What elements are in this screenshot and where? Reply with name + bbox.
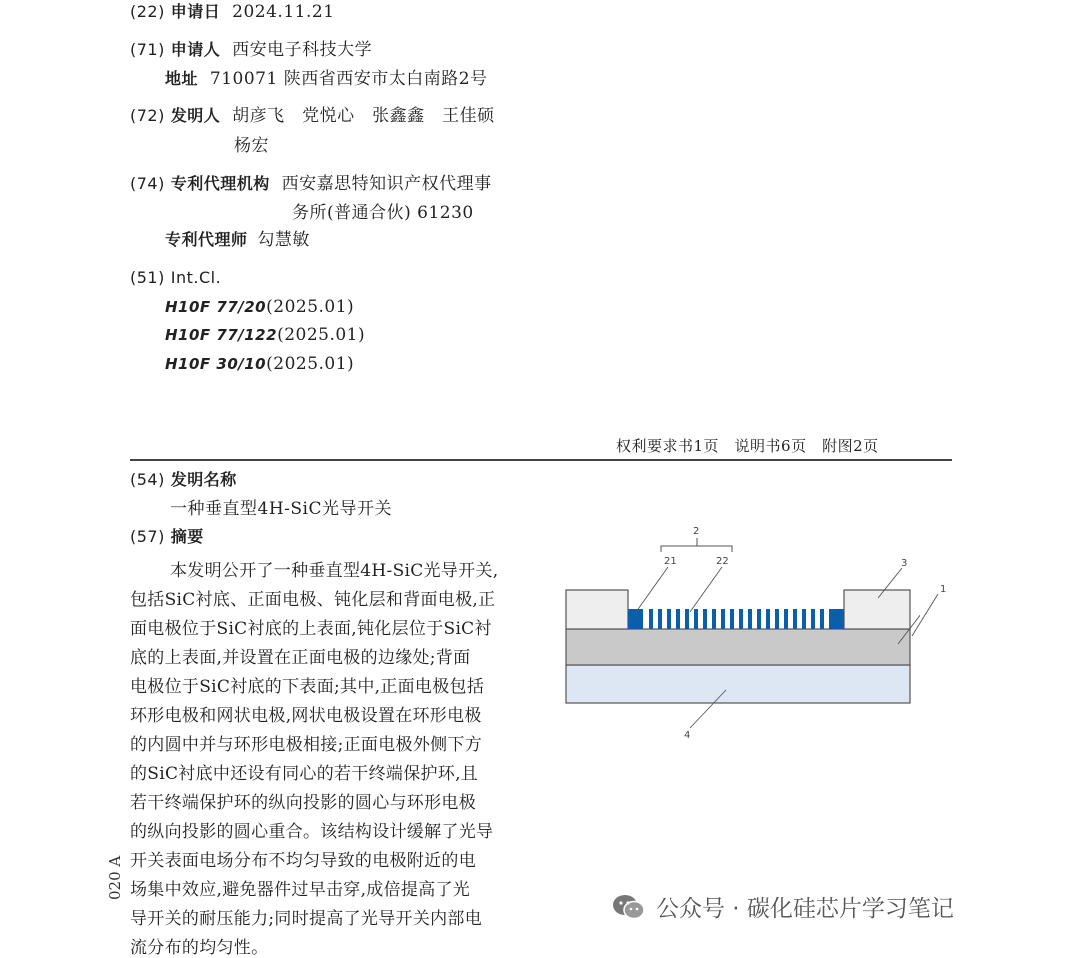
abstract-line: 的SiC衬底中还设有同心的若干终端保护环,且 — [130, 764, 479, 784]
passivation-left — [566, 590, 628, 629]
ipc-class-1: H10F 77/20(2025.01) — [165, 297, 355, 317]
abstract-line: 电极位于SiC衬底的下表面;其中,正面电极包括 — [130, 677, 485, 697]
label-22: 22 — [716, 556, 729, 567]
abstract-line: 本发明公开了一种垂直型4H-SiC光导开关, — [170, 561, 499, 581]
field-51: (51) Int.Cl. — [130, 268, 222, 287]
abstract-heading: (57) 摘要 — [130, 527, 204, 546]
side-publication-number: 020 A — [106, 855, 124, 900]
abstract-line: 面电极位于SiC衬底的上表面,钝化层位于SiC衬 — [130, 619, 492, 639]
label-3: 3 — [901, 558, 908, 569]
back-electrode — [566, 665, 910, 703]
field-71: (71) 申请人 西安电子科技大学 — [130, 40, 373, 60]
label-2: 2 — [693, 526, 700, 537]
ring-electrode-left — [628, 609, 643, 629]
ipc-class-3: H10F 30/10(2025.01) — [165, 354, 355, 374]
abstract-line: 环形电极和网状电极,网状电极设置在环形电极 — [130, 706, 482, 726]
passivation-right — [844, 590, 910, 629]
ring-electrode-right — [829, 609, 844, 629]
watermark-text: 公众号 · 碳化硅芯片学习笔记 — [656, 896, 954, 922]
abstract-line: 若干终端保护环的纵向投影的圆心与环形电极 — [130, 793, 476, 813]
watermark — [612, 890, 954, 923]
abstract-line: 场集中效应,避免器件过早击穿,成倍提高了光 — [130, 880, 471, 900]
sic-substrate — [566, 629, 910, 665]
field-72-cont: 杨宏 — [234, 136, 269, 156]
invention-title: 一种垂直型4H-SiC光导开关 — [170, 499, 392, 519]
field-71-address: 地址 710071 陕西省西安市太白南路2号 — [165, 69, 488, 89]
field-22: (22) 申请日 2024.11.21 — [130, 2, 335, 22]
label-1-outside: 1 — [940, 584, 947, 595]
abstract-line: 流分布的均匀性。 — [130, 938, 269, 958]
field-74: (74) 专利代理机构 西安嘉思特知识产权代理事 — [130, 174, 492, 194]
label-21: 21 — [664, 556, 677, 567]
divider-rule — [130, 459, 952, 461]
mesh-electrode — [649, 609, 824, 629]
abstract-line: 底的上表面,并设置在正面电极的边缘处;背面 — [130, 648, 471, 668]
page-info: 权利要求书1页 说明书6页 附图2页 — [616, 437, 879, 455]
field-74-agent: 专利代理师 勾慧敏 — [165, 230, 310, 250]
ipc-class-2: H10F 77/122(2025.01) — [165, 325, 366, 345]
title-heading: (54) 发明名称 — [130, 470, 237, 489]
abstract-line: 导开关的耐压能力;同时提高了光导开关内部电 — [130, 909, 483, 929]
abstract-line: 包括SiC衬底、正面电极、钝化层和背面电极,正 — [130, 590, 496, 610]
wechat-icon — [612, 893, 646, 921]
abstract-line: 的内圆中并与环形电极相接;正面电极外侧下方 — [130, 735, 483, 755]
field-74-cont: 务所(普通合伙) 61230 — [292, 203, 474, 223]
device-cross-section-figure — [560, 522, 920, 742]
field-72: (72) 发明人 胡彦飞 党悦心 张鑫鑫 王佳硕 — [130, 106, 495, 126]
label-4: 4 — [684, 730, 691, 741]
abstract-line: 开关表面电场分布不均匀导致的电极附近的电 — [130, 851, 476, 871]
label-1-leader — [910, 592, 940, 642]
abstract-line: 的纵向投影的圆心重合。该结构设计缓解了光导 — [130, 822, 494, 842]
